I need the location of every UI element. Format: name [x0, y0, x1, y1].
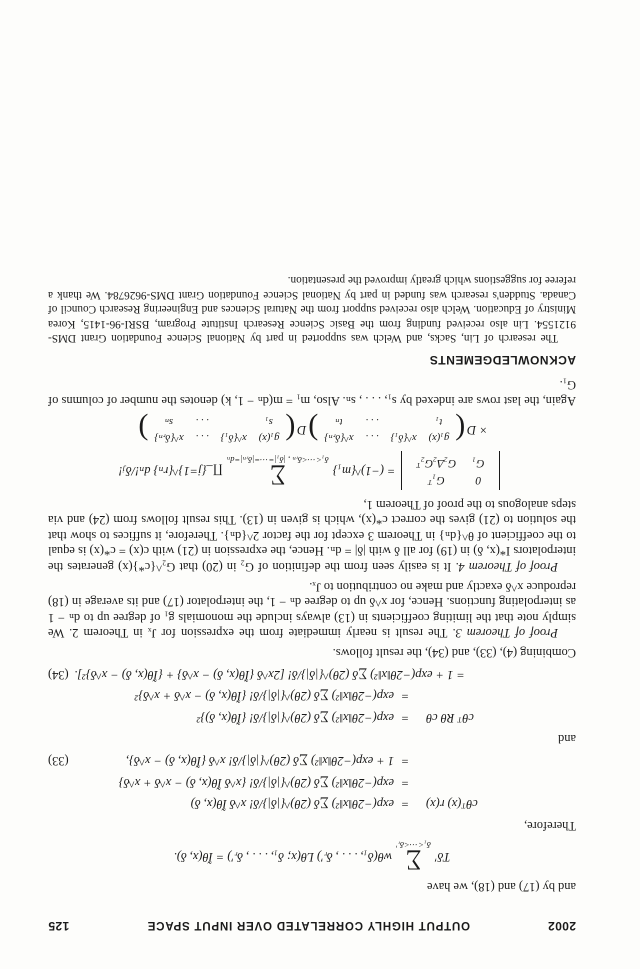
eq34-line-3	[48, 666, 576, 682]
eq33-line-2-rhs: exp(−2θ‖x‖²) ∑δ (2θ)^{|δ|}/δ! {x^δ Ĩθ(x, δ) − x^δ + x^δ}	[118, 775, 394, 790]
eq33-line-3-rhs: 1 + exp(−2θ‖x‖²) ∑δ (2θ)^{|δ|}/δ! x^δ {Ĩθ(x, δ) − x^δ},	[125, 754, 394, 769]
matrix-b-cell	[215, 414, 253, 430]
eq33-line-2	[48, 774, 576, 790]
eq34-line-2-rel: =	[401, 689, 409, 704]
matrix-a-cell: tₙ	[335, 416, 343, 428]
matrix-b: ( g₁(x) x^{δ₁} . . . x^{δᵣₙ} s₁ . . . sₙ )	[138, 413, 296, 447]
eq33-line-1-rel: =	[401, 797, 409, 812]
det-relation: = (−1)^{m₁}	[332, 464, 396, 479]
proof-theorem-3	[48, 578, 576, 640]
eq34-number: (34)	[48, 667, 69, 682]
intro-sentence: and by (17) and (18), we have	[427, 880, 576, 895]
matrix-a-cell: x^{δ₁}	[390, 431, 417, 443]
header-page-number: 125	[48, 919, 70, 933]
det-product: ∏_{j=1}^{rₙ} dₙ!/δⱼ!	[118, 464, 223, 479]
eq34-line-3-rel: =	[456, 667, 464, 682]
matrix-a-cell: . . .	[365, 431, 379, 443]
header-title: OUTPUT HIGHLY CORRELATED OVER INPUT SPACE	[146, 919, 471, 931]
therefore-text: Therefore,	[524, 818, 576, 833]
eq34-line-1	[48, 709, 576, 725]
matrix-b-cell: sₙ	[164, 416, 174, 428]
matrix-a-cell	[385, 414, 423, 430]
block-matrix-cell: G₁	[472, 456, 485, 469]
header-year: 2002	[547, 919, 576, 933]
proof3-body: The result is nearly immediate from the expression for Jₓ in Theorem 2. We simply note that the limiting coefficients in (13) always include the monomials g₁ of degree up to dₙ − 1 as interpolating functions. Hence, for x^δ up to degree dₙ − 1, the interpolator (17) and its average in (18) reproduce x^δ exactly and make no contribution to Jₓ.	[47, 579, 576, 641]
matrix-a: ( g₁(x) x^{δ₁} . . . x^{δᵣₙ} t₁ . . . tₙ )	[308, 413, 466, 447]
acknowledgements-body: The research of Lin, Sacks, and Welch was supported in part by National Science Foundation Grant DMS-9121554. Lin also received funding from the Basic Science Research Institute Program, BSRI-96-1415, Korea Ministry of Education. Welch also received support from the Natural Sciences and Engineering Research Council of Canada. Studden's research was funded in part by National Science Foundation Grant DMS-9626784. We thank a referee for suggestions which greatly improved the presentation.	[48, 274, 576, 344]
eq33-line-1-rhs: exp(−2θ‖x‖²) ∑δ (2θ)^{|δ|}/δ! x^δ Ĩθ(x, δ)	[190, 797, 394, 812]
eq-top-lhs: Tδ′	[434, 849, 451, 864]
equation-34	[48, 666, 576, 725]
eq-top-sum-limits: δ₁<⋯<δᵣ′	[396, 839, 431, 850]
matrix-a-cell: t₁	[435, 416, 443, 428]
eq33-number: (33)	[48, 754, 69, 769]
eq33-line-1	[48, 796, 576, 812]
eq34-line-2	[48, 688, 576, 704]
det-line2-prefix: × D	[467, 423, 488, 438]
combining-sentence: Combining (4), (33), and (34), the result follows.	[332, 646, 576, 661]
matrix-b-cell: g₁(x)	[258, 431, 280, 443]
eq34-line-1-rhs: exp(−2θ‖x‖²) ∑δ (2θ)^{|δ|}/δ! {Ĩθ(x, δ)}²	[196, 710, 394, 725]
proof3-label: Proof of Theorem 3.	[452, 626, 558, 641]
eq34-line-2-rhs: exp(−2θ‖x‖²) ∑δ (2θ)^{|δ|}/δ! {Ĩθ(x, δ) − x^δ + x^δ}²	[134, 689, 394, 704]
block-matrix-cell: G₁ᵀ	[427, 474, 445, 487]
eq33-line-1-lhs: cθᵀ(x) r(x)	[426, 797, 478, 812]
proof-theorem-4	[48, 496, 576, 574]
eq33-line-3	[48, 752, 576, 768]
eq34-line-3-rhs: 1 + exp(−2θ‖x‖²) ∑δ (2θ)^{|δ|}/δ! [2x^δ {Ĩθ(x, δ) − x^δ} + {Ĩθ(x, δ) − x^δ}²].	[74, 667, 454, 682]
equation-determinant	[48, 451, 576, 490]
matrix-a-cell: g₁(x)	[428, 431, 450, 443]
equation-33	[48, 752, 576, 811]
eq-top-body: wθ(δ₁, . . . , δᵣ′) Lθ(x; δ₁, . . . , δᵣ′) = Ĩθ(x, δ).	[173, 849, 393, 864]
matrix-b-cell: . . .	[195, 416, 209, 428]
equation-top	[48, 839, 576, 873]
matrix-b-cell: x^{δᵣₙ}	[154, 431, 184, 443]
matrix-b-cell: x^{δ₁}	[220, 431, 247, 443]
det-sum: ∑ δ₁<⋯<δᵣₙ , |δ₁|=⋯=|δᵣₙ|=dₙ	[226, 454, 329, 490]
proof4-label: Proof of Theorem 4.	[455, 560, 558, 575]
and-text: and	[558, 732, 576, 747]
equation-determinant-line-2	[48, 414, 576, 445]
block-matrix	[401, 451, 499, 490]
eq34-line-1-rel: =	[401, 710, 409, 725]
eq33-line-3-rel: =	[401, 754, 409, 769]
eq34-line-1-lhs: cθᵀ Rθ cθ	[426, 710, 474, 725]
matrix-a-cell: x^{δᵣₙ}	[324, 431, 354, 443]
eq-top-sum: ∑ δ₁<⋯<δᵣ′	[396, 839, 431, 875]
acknowledgements-heading: ACKNOWLEDGEMENTS	[429, 352, 576, 367]
again-sentence: Again, the last rows are indexed by s₁, . . . , sₙ. Also, m₁ = m(dₙ − 1, k) denotes the number of columns of G₁.	[48, 378, 576, 408]
matrix-b-cell: s₁	[265, 416, 273, 428]
det-sum-limits: δ₁<⋯<δᵣₙ , |δ₁|=⋯=|δᵣₙ|=dₙ	[226, 454, 329, 465]
block-matrix-cell: 0	[475, 474, 482, 487]
running-header	[48, 916, 576, 933]
proof4-body: It is easily seen from the definition of G₂ in (20) that G₂^{c*}(x) generates the interpolators I*(x, δ) in (19) for all δ with |δ| = dₙ. Hence, the expression in (21) with c(x) = c*(x) is equal to the coefficient of θ^{dₙ} in Theorem 3 except for the factor 2^{dₙ}. Therefore, it suffices to show that the solution to (21) gives the correct c*(x), which is given in (13). This result follows from (24) and via steps analogous to the proof of Theorem 1,	[47, 497, 576, 575]
det-line2-mid: D	[297, 423, 307, 438]
block-matrix-cell: G₂Δ₂G₂ᵀ	[416, 456, 457, 469]
eq33-line-2-rel: =	[401, 775, 409, 790]
matrix-a-cell: . . .	[365, 416, 379, 428]
matrix-b-cell: . . .	[195, 431, 209, 443]
